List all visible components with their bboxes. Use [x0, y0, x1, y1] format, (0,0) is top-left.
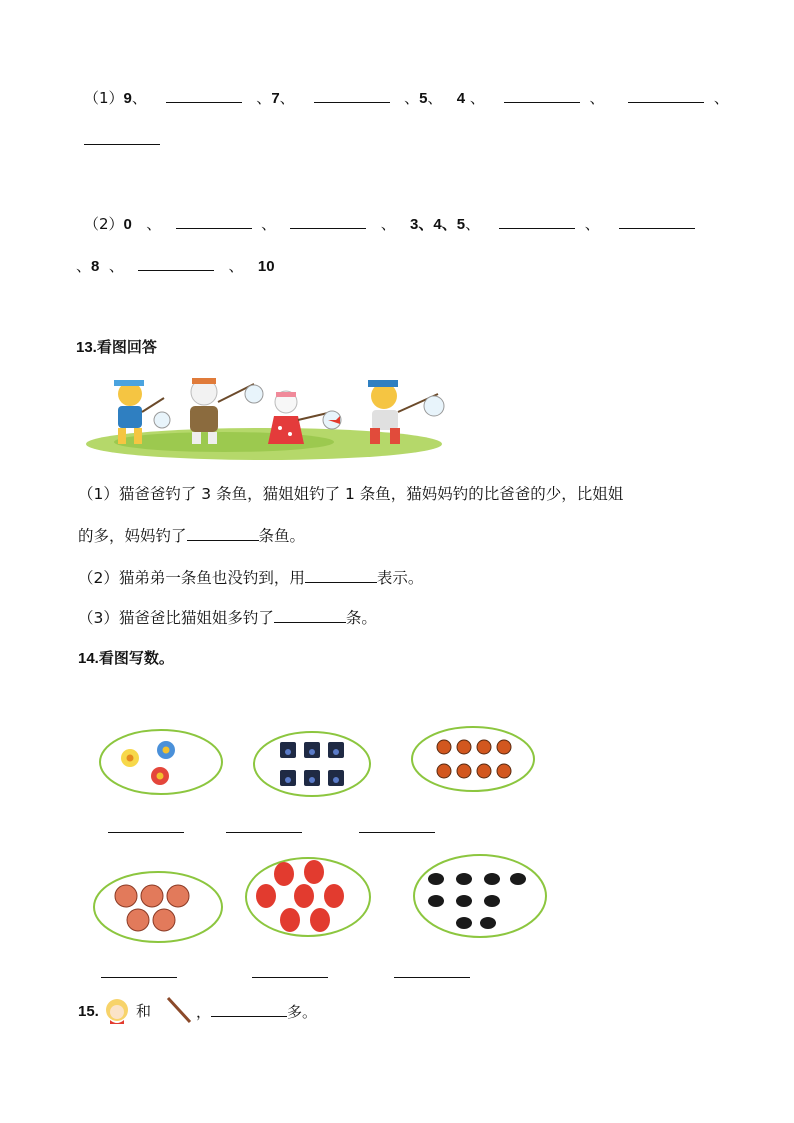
basketball-icon: [127, 909, 149, 931]
basketball-group: [92, 870, 224, 944]
text: 多。: [287, 1003, 318, 1021]
answer-blank[interactable]: [314, 86, 390, 103]
q15-tail: [196, 1000, 317, 1023]
q13-part1-line2: [78, 524, 305, 547]
number: 0: [123, 216, 132, 233]
separator: 、: [713, 89, 729, 107]
separator: 、: [261, 215, 277, 233]
answer-blank[interactable]: [305, 566, 377, 583]
number: 4: [456, 90, 466, 107]
answer-blank[interactable]: [84, 128, 160, 145]
tadpole-icon: [484, 873, 500, 885]
separator: 、: [380, 215, 396, 233]
ladybug-icon: [497, 764, 511, 778]
q15-line: [78, 1000, 99, 1023]
tadpole-icon: [480, 917, 496, 929]
answer-blank[interactable]: [176, 212, 252, 229]
flower-icon: [121, 749, 139, 767]
q15-and: 和: [136, 1002, 152, 1020]
tadpole-icon: [456, 895, 472, 907]
answer-blank[interactable]: [290, 212, 366, 229]
basketball-icon: [167, 885, 189, 907]
tadpole-icon: [456, 873, 472, 885]
tadpole-icon: [484, 895, 500, 907]
answer-blank[interactable]: [504, 86, 580, 103]
strawberry-icon: [274, 862, 294, 886]
basketball-icon: [153, 909, 175, 931]
tadpole-icon: [456, 917, 472, 929]
q13-part1-line1: （1）猫爸爸钓了 3 条鱼，猫姐姐钓了 1 条鱼，猫妈妈钓的比爸爸的少，比姐姐: [78, 485, 624, 503]
answer-blank[interactable]: [101, 977, 177, 978]
basketball-icon: [141, 885, 163, 907]
part-label: （2）: [84, 215, 124, 233]
stick-icon: [164, 994, 194, 1026]
separator: 、: [427, 89, 443, 107]
text: 表示。: [376, 569, 424, 587]
q12-part1-line2: [84, 128, 160, 151]
separator: 、: [465, 215, 481, 233]
separator: 、: [279, 89, 295, 107]
answer-blank[interactable]: [359, 832, 435, 833]
tadpole-icon: [510, 873, 526, 885]
separator: 、: [146, 215, 162, 233]
strawberry-group: [244, 856, 372, 938]
q12-part2-line1: [84, 212, 695, 236]
q13-part2: [78, 566, 423, 589]
text: 的多，妈妈钓了: [78, 527, 187, 545]
q13-part3: [78, 606, 377, 629]
answer-blank[interactable]: [226, 832, 302, 833]
ladybug-icon: [477, 764, 491, 778]
separator: 、: [469, 89, 485, 107]
tadpole-icon: [428, 873, 444, 885]
flower-icon: [151, 767, 169, 785]
child-icon: [102, 994, 132, 1026]
ladybug-icon: [477, 740, 491, 754]
number: 7: [271, 90, 280, 107]
ladybug-icon: [437, 740, 451, 754]
q14-title: 14.看图写数。: [78, 650, 174, 667]
q12-part2-line2: [76, 254, 275, 278]
tadpole-group: [412, 853, 548, 939]
ladybug-icon: [437, 764, 451, 778]
separator: 、: [131, 89, 147, 107]
ladybug-icon: [457, 740, 471, 754]
number: 10: [257, 258, 275, 275]
ladybug-icon: [497, 740, 511, 754]
answer-blank[interactable]: [499, 212, 575, 229]
separator: 、: [76, 257, 92, 275]
strawberry-icon: [324, 884, 344, 908]
q12-part1-line1: [84, 86, 729, 110]
ladybug-group: [410, 725, 536, 793]
answer-blank[interactable]: [394, 977, 470, 978]
text: （3）猫爸爸比猫姐姐多钓了: [78, 609, 274, 627]
number: 5: [419, 90, 428, 107]
separator: 、: [584, 215, 600, 233]
separator: 、: [589, 89, 605, 107]
ink-bottle-group: [252, 730, 372, 798]
cat-family-fishing-illustration: [84, 372, 448, 464]
basketball-icon: [115, 885, 137, 907]
number: 8: [91, 258, 100, 275]
answer-blank[interactable]: [138, 254, 214, 271]
text: ，: [196, 1003, 212, 1021]
strawberry-icon: [294, 884, 314, 908]
strawberry-icon: [310, 908, 330, 932]
strawberry-icon: [304, 860, 324, 884]
answer-blank[interactable]: [628, 86, 704, 103]
separator: 、: [256, 89, 272, 107]
flower-icon: [157, 741, 175, 759]
tadpole-icon: [428, 895, 444, 907]
flower-group: [98, 728, 224, 796]
separator: 、: [108, 257, 124, 275]
ladybug-icon: [457, 764, 471, 778]
answer-blank[interactable]: [166, 86, 242, 103]
separator: 、: [404, 89, 420, 107]
answer-blank[interactable]: [274, 606, 346, 623]
answer-blank[interactable]: [211, 1000, 287, 1017]
part-label: （1）: [84, 89, 124, 107]
text: 条鱼。: [258, 527, 306, 545]
question-number: 15.: [78, 1003, 99, 1020]
answer-blank[interactable]: [252, 977, 328, 978]
number: 9: [123, 90, 132, 107]
answer-blank[interactable]: [187, 524, 259, 541]
strawberry-icon: [280, 908, 300, 932]
number: 3、4、5: [410, 216, 466, 233]
separator: 、: [228, 257, 244, 275]
q13-title: 13.看图回答: [76, 339, 157, 356]
text: （2）猫弟弟一条鱼也没钓到，用: [78, 569, 305, 587]
text: 条。: [345, 609, 377, 627]
answer-blank[interactable]: [619, 212, 695, 229]
strawberry-icon: [256, 884, 276, 908]
answer-blank[interactable]: [108, 832, 184, 833]
